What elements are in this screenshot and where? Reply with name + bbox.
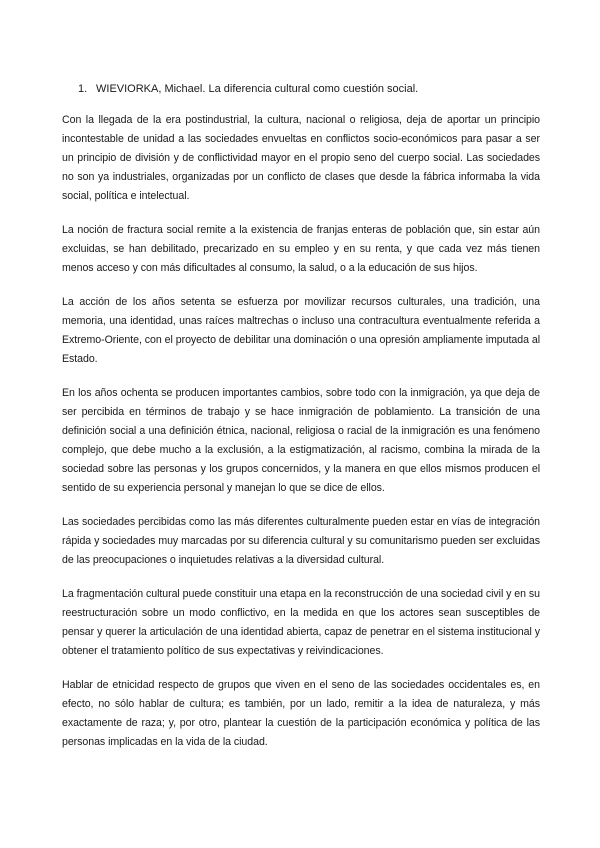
heading-number: 1.	[78, 83, 88, 95]
paragraph-5: Las sociedades percibidas como las más diferentes culturalmente pueden estar en vías de integración rápida y sociedades muy marcadas por su diferencia cultural y su comunitarismo pueden ser excluidas de las preocupaciones o inquietudes relativas a la diversidad cultural.	[62, 516, 540, 566]
paragraph-3: La acción de los años setenta se esfuerza por movilizar recursos culturales, una tradición, una memoria, una identidad, unas raíces maltrechas o incluso una contracultura eventualmente referida a Extremo-Oriente, con el proyecto de debilitar una dominación o una opresión ampliamente imputada al Estado.	[62, 296, 540, 365]
section-heading	[78, 82, 540, 96]
paragraph-1: Con la llegada de la era postindustrial, la cultura, nacional o religiosa, deja de aportar un principio incontestable de unidad a las sociedades envueltas en conflictos socio-económicos para pasar a ser un principio de división y de conflictividad mayor en el propio seno del cuerpo social. Las sociedades no son ya industriales, organizadas por un conflicto de clases que desde la fábrica informaba la vida social, política e intelectual.	[62, 114, 540, 202]
paragraph-2: La noción de fractura social remite a la existencia de franjas enteras de población que, sin estar aún excluidas, se han debilitado, precarizado en su empleo y en su renta, y que cada vez más tienen menos acceso y con más dificultades al consumo, la salud, o a la educación de sus hijos.	[62, 224, 540, 274]
paragraph-4: En los años ochenta se producen importantes cambios, sobre todo con la inmigración, ya que deja de ser percibida en términos de trabajo y se hace inmigración de poblamiento. La transición de una definición social a una definición étnica, nacional, religiosa o racial de la inmigración es una fenómeno complejo, que debe mucho a la exclusión, a la estigmatización, al racismo, combina la mirada de la sociedad sobre las personas y los grupos concernidos, y la manera en que ellos mismos producen el sentido de su experiencia personal y manejan lo que se dice de ellos.	[62, 387, 540, 494]
paragraph-7: Hablar de etnicidad respecto de grupos que viven en el seno de las sociedades occidentales es, en efecto, no sólo hablar de cultura; es también, por un lado, remitir a la idea de naturaleza, y más exactamente de raza; y, por otro, plantear la cuestión de la participación económica y política de las personas implicadas en la vida de la ciudad.	[62, 679, 540, 748]
paragraph-6: La fragmentación cultural puede constituir una etapa en la reconstrucción de una sociedad civil y en su reestructuración sobre un modo conflictivo, en la medida en que los actores sean susceptibles de pensar y querer la articulación de una identidad abierta, capaz de penetrar en el sistema institucional y obtener el tratamiento político de sus expectativas y reivindicaciones.	[62, 588, 540, 657]
heading-title: WIEVIORKA, Michael. La diferencia cultural como cuestión social.	[96, 83, 419, 95]
